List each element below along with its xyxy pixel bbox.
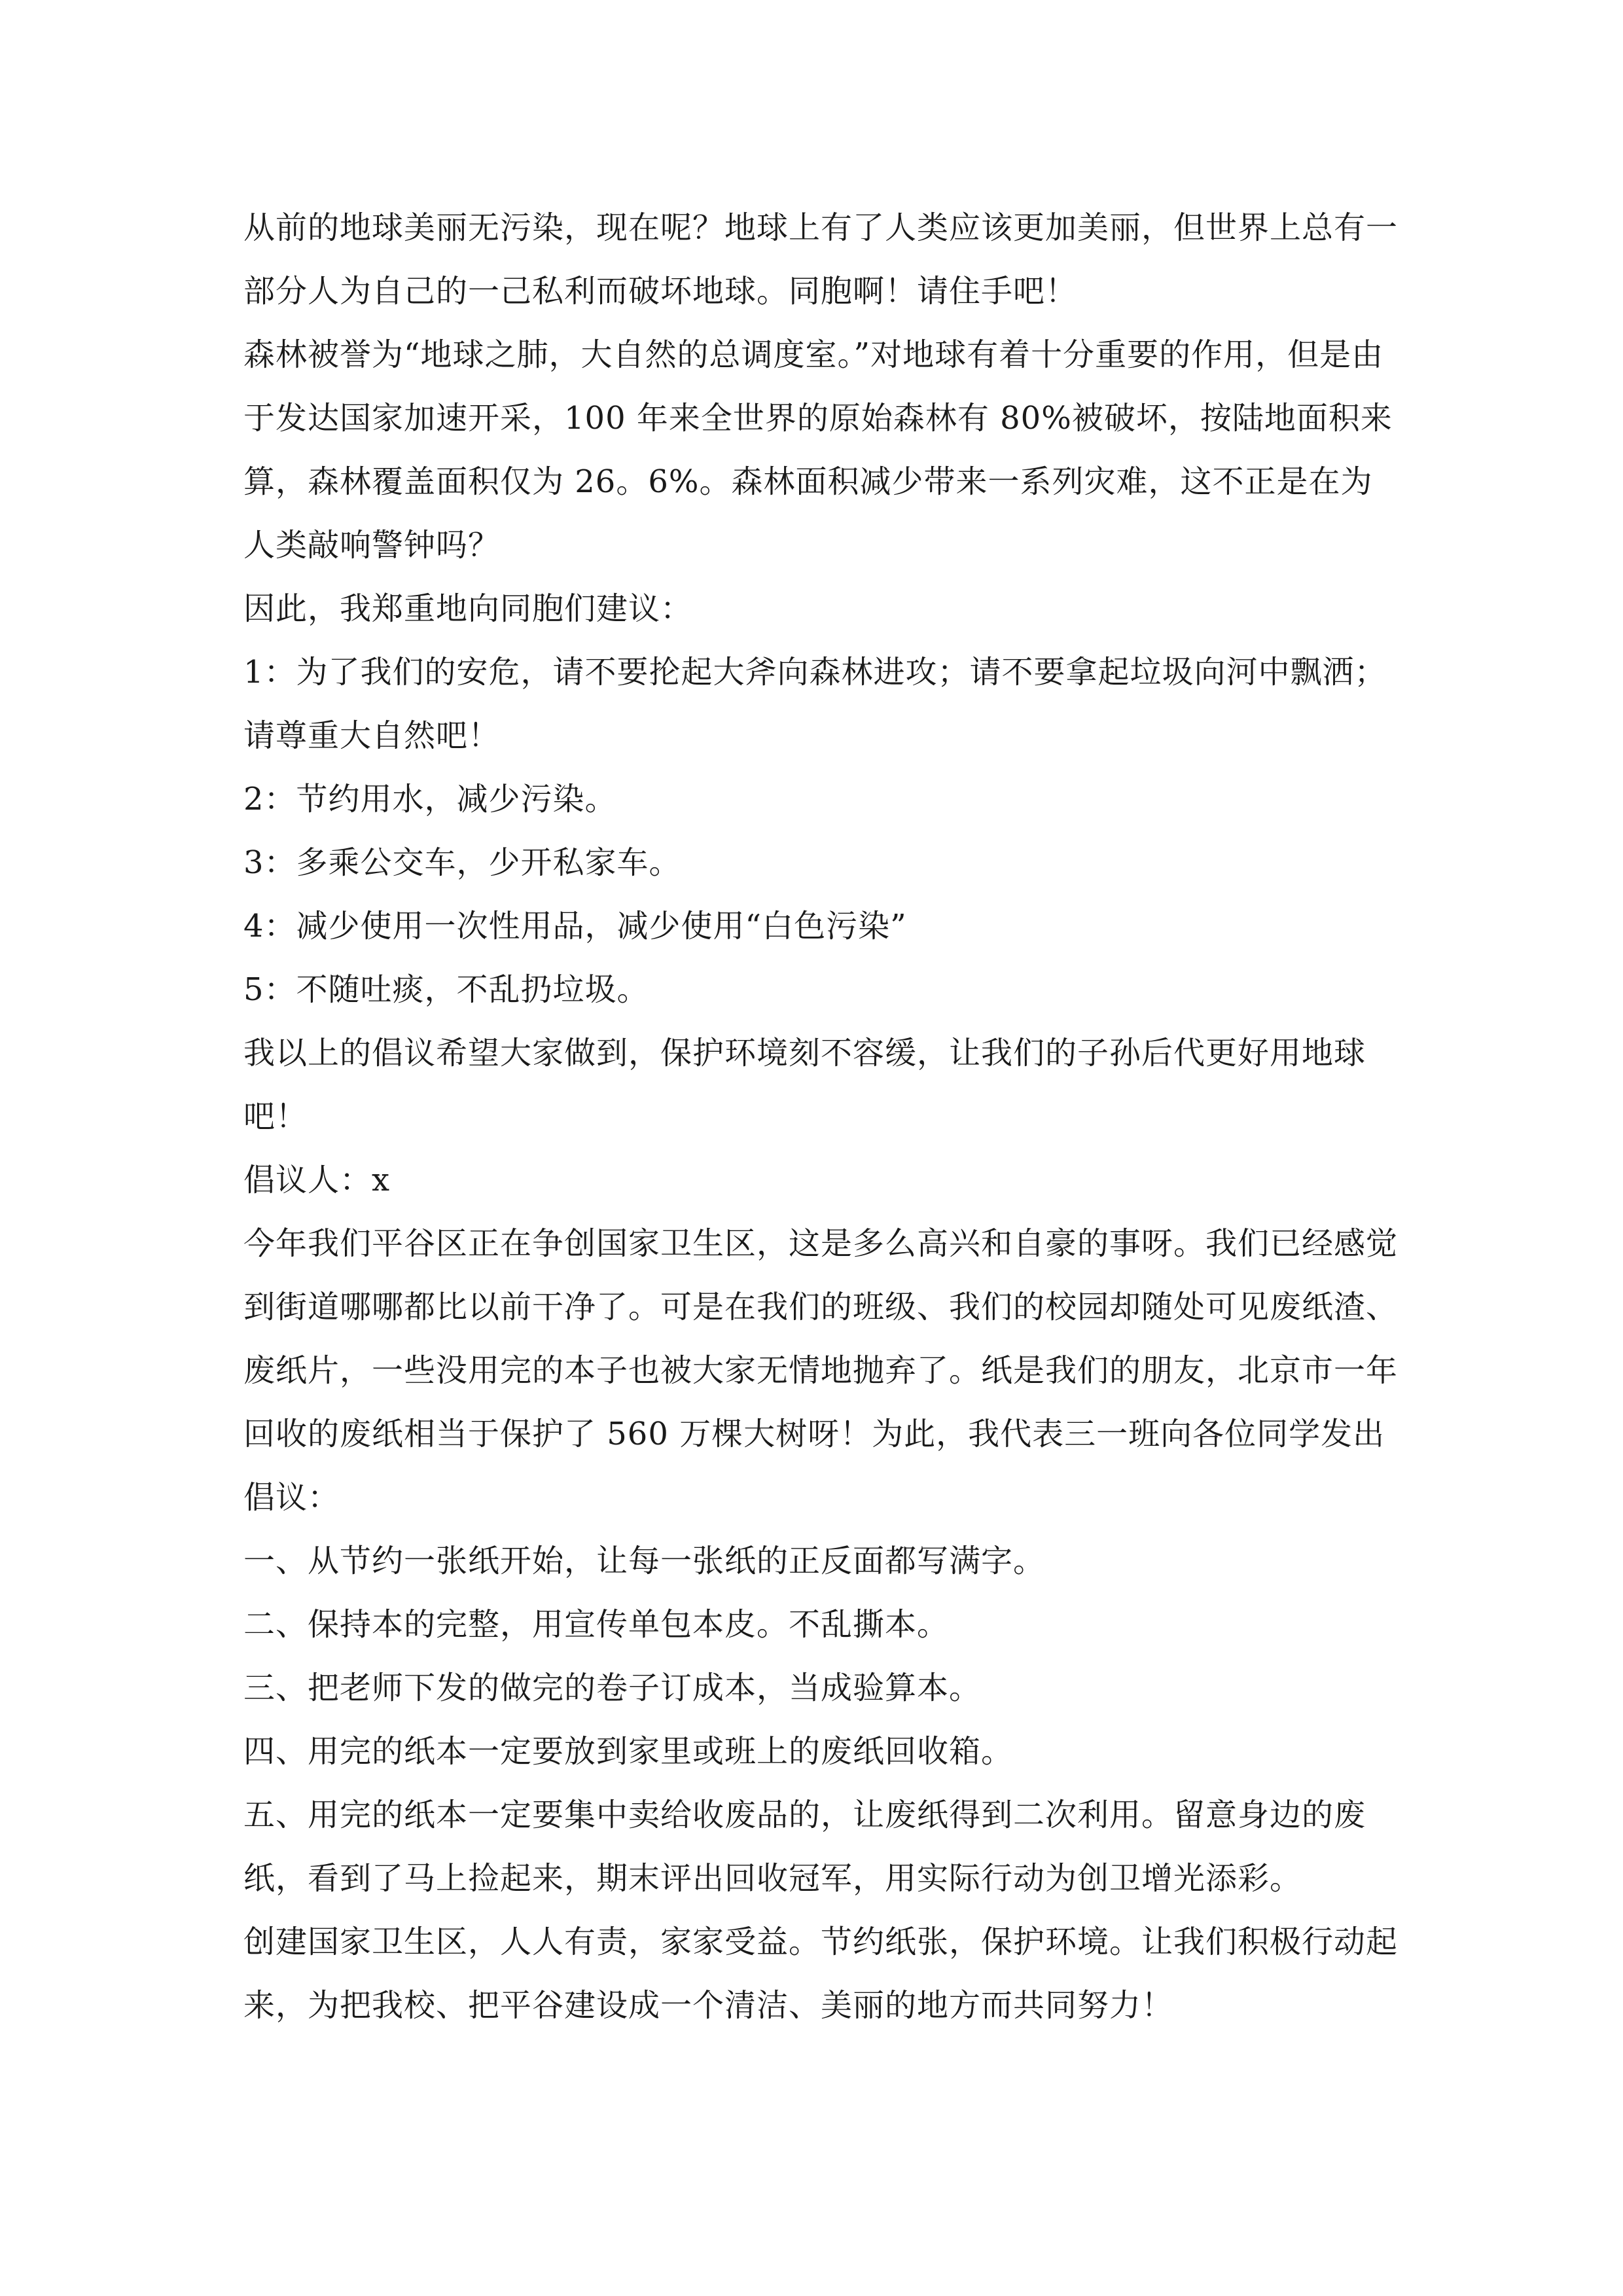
proposal-item-1: 一、从节约一张纸开始，让每一张纸的正反面都写满字。 <box>243 1543 1046 1579</box>
paragraph-therefore: 因此，我郑重地向同胞们建议： <box>243 590 693 627</box>
proposal-item-2: 二、保持本的完整，用宣传单包本皮。不乱撕本。 <box>243 1606 950 1643</box>
paragraph-pinggu: 今年我们平谷区正在争创国家卫生区，这是多么高兴和自豪的事呀。我们已经感觉到街道哪哪都比以前干净了。可是在我们的班级、我们的校园却随处可见废纸渣、废纸片，一些没用完的本子也被大家无情地抛弃了。纸是我们的朋友，北京市一年回收的废纸相当于保护了 560 万棵大树呀！为此，我代表三一班向各位同学发出倡议： <box>243 1225 1399 1516</box>
paragraph-intro: 从前的地球美丽无污染，现在呢？地球上有了人类应该更加美丽，但世界上总有一部分人为自己的一己私利而破坏地球。同胞啊！请住手吧！ <box>243 209 1399 310</box>
list-item-3: 3：多乘公交车，少开私家车。 <box>243 844 681 881</box>
list-item-1: 1：为了我们的安危，请不要抡起大斧向森林进攻；请不要拿起垃圾向河中飘洒；请尊重大自然吧！ <box>243 654 1387 754</box>
paragraph-forest: 森林被誉为“地球之肺，大自然的总调度室。”对地球有着十分重要的作用，但是由于发达国家加速开采，100 年来全世界的原始森林有 80%被破坏，按陆地面积来算，森林覆盖面积仅为 26。6%。森林面积减少带来一系列灾难，这不正是在为人类敲响警钟吗？ <box>243 336 1393 564</box>
list-item-4: 4：减少使用一次性用品，减少使用“白色污染” <box>243 908 907 944</box>
paragraph-hope: 我以上的倡议希望大家做到，保护环境刻不容缓，让我们的子孙后代更好用地球吧！ <box>243 1035 1366 1135</box>
proposal-item-5: 五、用完的纸本一定要集中卖给收废品的，让废纸得到二次利用。留意身边的废纸，看到了马上捡起来，期末评出回收冠军，用实际行动为创卫增光添彩。 <box>243 1797 1366 1897</box>
document-body <box>243 196 1399 2037</box>
signature-line: 倡议人：x <box>243 1162 391 1198</box>
proposal-item-4: 四、用完的纸本一定要放到家里或班上的废纸回收箱。 <box>243 1733 1014 1770</box>
list-item-2: 2：节约用水，减少污染。 <box>243 781 617 817</box>
proposal-item-3: 三、把老师下发的做完的卷子订成本，当成验算本。 <box>243 1670 982 1706</box>
paragraph-closing: 创建国家卫生区，人人有责，家家受益。节约纸张，保护环境。让我们积极行动起来，为把我校、把平谷建设成一个清洁、美丽的地方而共同努力！ <box>243 1924 1399 2024</box>
list-item-5: 5：不随吐痰，不乱扔垃圾。 <box>243 971 649 1008</box>
